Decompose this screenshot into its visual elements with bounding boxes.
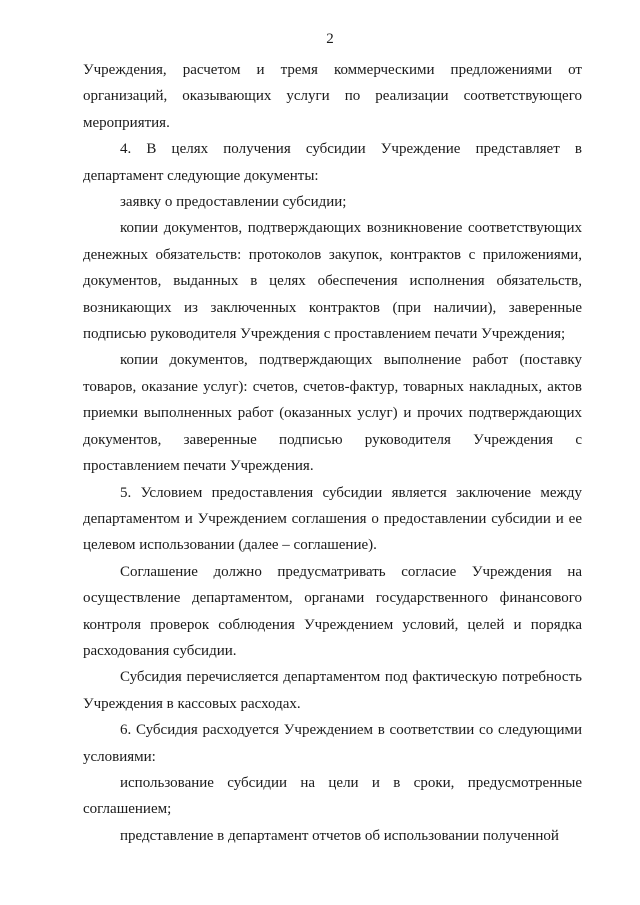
paragraph-9: 6. Субсидия расходуется Учреждением в соответствии со следующими условиями:: [83, 722, 582, 765]
paragraph-8: Субсидия перечисляется департаментом под фактическую потребность Учреждения в кассовых расходах.: [83, 669, 582, 712]
paragraph-4: копии документов, подтверждающих возникновение соответствующих денежных обязательств: протоколов закупок, контрактов с приложениями, документов, выданных в целях обеспечения исполнения обязательств, возникающих из заключенных контрактов (при наличии), заверенные подписью руководителя Учреждения с проставлением печати Учреждения;: [83, 220, 582, 343]
paragraph-2: 4. В целях получения субсидии Учреждение представляет в департамент следующие документы:: [83, 141, 582, 184]
page-number: 2: [326, 31, 334, 47]
paragraph-1: Учреждения, расчетом и тремя коммерческими предложениями от организаций, оказывающих услуги по реализации соответствующего мероприятия.: [83, 62, 582, 131]
paragraph-5: копии документов, подтверждающих выполнение работ (поставку товаров, оказание услуг): счетов, счетов-фактур, товарных накладных, актов приемки выполненных работ (оказанных услуг) и прочих подтверждающих документов, заверенные подписью руководителя Учреждения с проставлением печати Учреждения.: [83, 352, 582, 475]
paragraph-10: использование субсидии на цели и в сроки, предусмотренные соглашением;: [83, 774, 582, 818]
paragraph-6: 5. Условием предоставления субсидии является заключение между департаментом и Учреждением соглашения о предоставлении субсидии и ее целевом использовании (далее – соглашение).: [83, 484, 582, 554]
document-body: [83, 57, 582, 849]
paragraph-3: заявку о предоставлении субсидии;: [120, 194, 347, 211]
paragraph-11: представление в департамент отчетов об использовании полученной: [120, 827, 559, 844]
paragraph-7: Соглашение должно предусматривать согласие Учреждения на осуществление департаментом, органами государственного финансового контроля проверок соблюдения Учреждением условий, целей и порядка расходования субсидии.: [83, 563, 582, 659]
